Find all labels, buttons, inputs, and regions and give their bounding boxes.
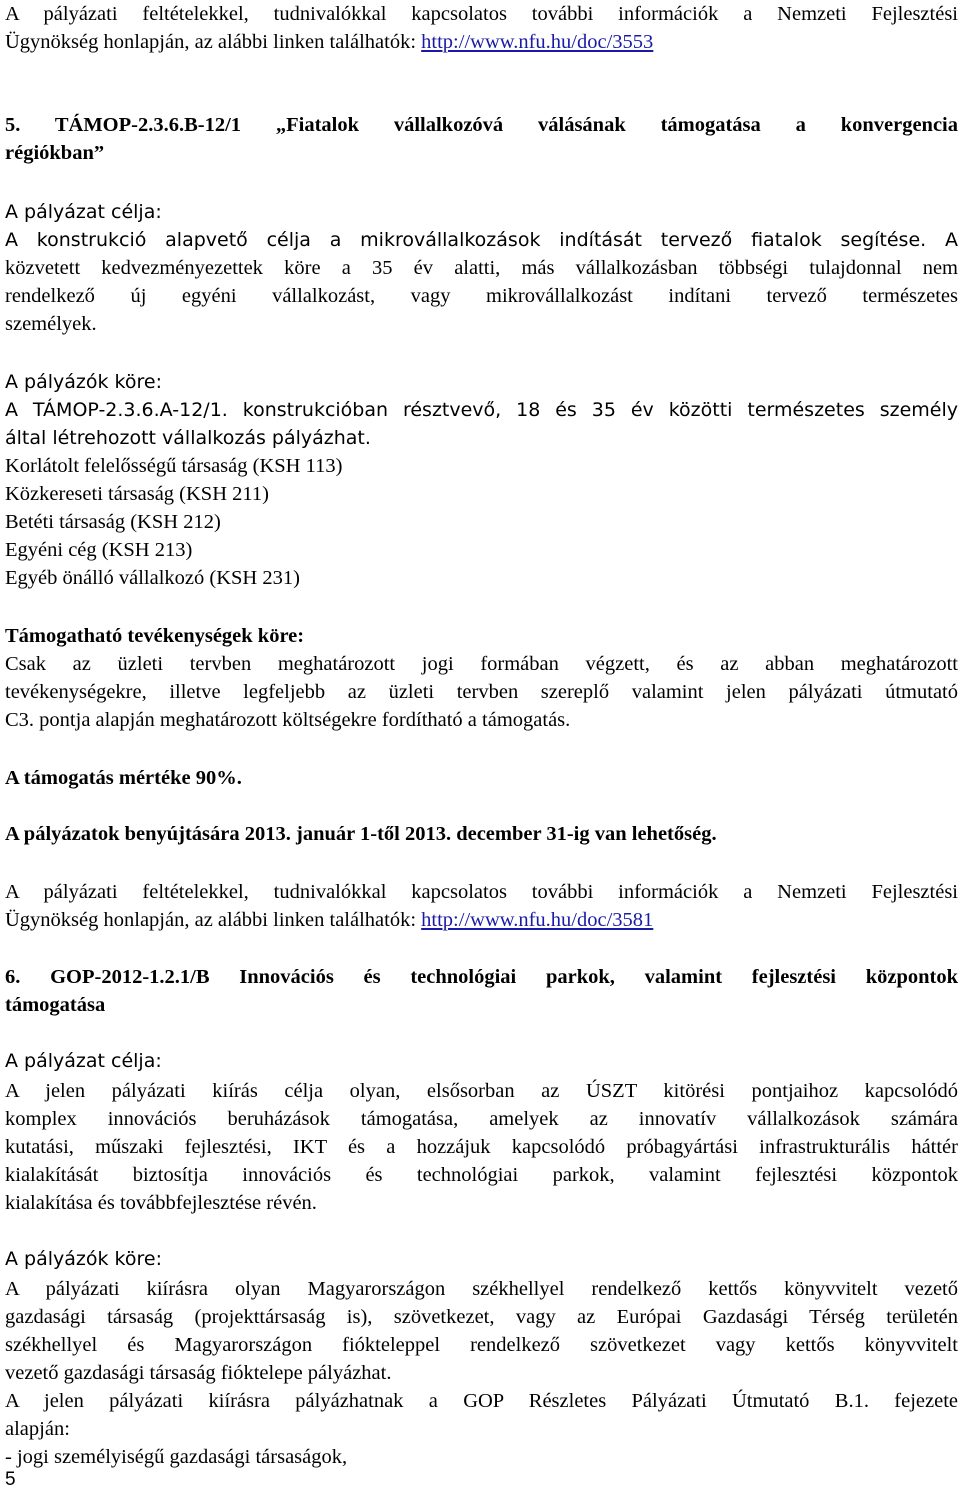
heading-palyazat-celja: A pályázat célja: xyxy=(5,1050,162,1072)
nfu-link[interactable]: http://www.nfu.hu/doc/3553 xyxy=(421,31,654,53)
paragraph-line: kutatási, műszaki fejlesztési, IKT és a hozzájuk kapcsolódó próbagyártási infrastrukturális háttér xyxy=(5,1136,958,1158)
nfu-link[interactable]: http://www.nfu.hu/doc/3581 xyxy=(421,909,654,931)
paragraph-line: kialakítását biztosítja innovációs és technológiai parkok, valamint fejlesztési központok xyxy=(5,1164,958,1186)
section-title: támogatása xyxy=(5,994,106,1016)
paragraph-line: A pályázati kiírásra olyan Magyarországon székhellyel rendelkező kettős könyvvitelt vezető xyxy=(5,1278,958,1300)
paragraph-line: által létrehozott vállalkozás pályázhat. xyxy=(5,427,371,449)
paragraph-line: A jelen pályázati kiírás célja olyan, elsősorban az ÚSZT kitörési pontjaihoz kapcsolódó xyxy=(5,1080,958,1102)
intro-text: Ügynökség honlapján, az alábbi linken találhatók: xyxy=(5,31,422,53)
company-form-item: Egyéni cég (KSH 213) xyxy=(5,539,193,561)
paragraph-line: személyek. xyxy=(5,313,97,335)
heading-palyazok-kore: A pályázók köre: xyxy=(5,1248,162,1270)
paragraph-line: C3. pontja alapján meghatározott költségekre fordítható a támogatás. xyxy=(5,709,571,731)
bullet-item: - jogi személyiségű gazdasági társaságok, xyxy=(5,1446,348,1468)
company-form-item: Egyéb önálló vállalkozó (KSH 231) xyxy=(5,567,300,589)
paragraph-line: székhellyel és Magyarországon fiókteleppel rendelkező szövetkezet vagy kettős könyvvitelt xyxy=(5,1334,958,1356)
section-title: 5. TÁMOP-2.3.6.B-12/1 „Fiatalok vállalkozóvá válásának támogatása a konvergencia xyxy=(5,114,958,136)
paragraph-line: kialakítása és továbbfejlesztése révén. xyxy=(5,1192,317,1214)
section-title: 6. GOP-2012-1.2.1/B Innovációs és technológiai parkok, valamint fejlesztési központok xyxy=(5,966,958,988)
intro-text: Ügynökség honlapján, az alábbi linken találhatók: xyxy=(5,909,422,931)
company-form-item: Közkereseti társaság (KSH 211) xyxy=(5,483,269,505)
paragraph-line: A jelen pályázati kiírásra pályázhatnak a GOP Részletes Pályázati Útmutató B.1. fejezete xyxy=(5,1390,958,1412)
section-title: régiókban” xyxy=(5,142,105,164)
paragraph-line: gazdasági társaság (projekttársaság is), szövetkezet, vagy az Európai Gazdasági Térség területén xyxy=(5,1306,958,1328)
heading-palyazok-kore: A pályázók köre: xyxy=(5,371,162,393)
paragraph-line: komplex innovációs beruházások támogatása, amelyek az innovatív vállalkozások számára xyxy=(5,1108,958,1130)
intro-line xyxy=(5,906,958,934)
paragraph-line: vezető gazdasági társaság fióktelepe pályázhat. xyxy=(5,1362,392,1384)
intro-line xyxy=(5,28,958,56)
submission-period: A pályázatok benyújtására 2013. január 1-től 2013. december 31-ig van lehetőség. xyxy=(5,823,717,845)
heading-palyazat-celja: A pályázat célja: xyxy=(5,201,162,223)
heading-tamogathato-tevekenysegek: Támogatható tevékenységek köre: xyxy=(5,625,305,647)
intro-line: A pályázati feltételekkel, tudnivalókkal kapcsolatos további információk a Nemzeti Fejlesztési xyxy=(5,881,958,903)
intro-line: A pályázati feltételekkel, tudnivalókkal kapcsolatos további információk a Nemzeti Fejlesztési xyxy=(5,3,958,25)
paragraph-line: tevékenységekre, illetve legfeljebb az üzleti tervben szereplő valamint jelen pályázati útmutató xyxy=(5,681,958,703)
support-rate: A támogatás mértéke 90%. xyxy=(5,767,242,789)
paragraph-line: alapján: xyxy=(5,1418,70,1440)
company-form-item: Betéti társaság (KSH 212) xyxy=(5,511,221,533)
paragraph-line: A TÁMOP-2.3.6.A-12/1. konstrukcióban résztvevő, 18 és 35 év közötti természetes személy xyxy=(5,399,958,421)
paragraph-line: közvetett kedvezményezettek köre a 35 év alatti, más vállalkozásban többségi tulajdonnal nem xyxy=(5,257,958,279)
paragraph-line: A konstrukció alapvető célja a mikrovállalkozások indítását tervező fiatalok segítése. A xyxy=(5,229,958,251)
paragraph-line: Csak az üzleti tervben meghatározott jogi formában végzett, és az abban meghatározott xyxy=(5,653,958,675)
company-form-item: Korlátolt felelősségű társaság (KSH 113) xyxy=(5,455,343,477)
paragraph-line: rendelkező új egyéni vállalkozást, vagy mikrovállalkozást indítani tervező természetes xyxy=(5,285,958,307)
page-number: 5 xyxy=(5,1469,16,1490)
